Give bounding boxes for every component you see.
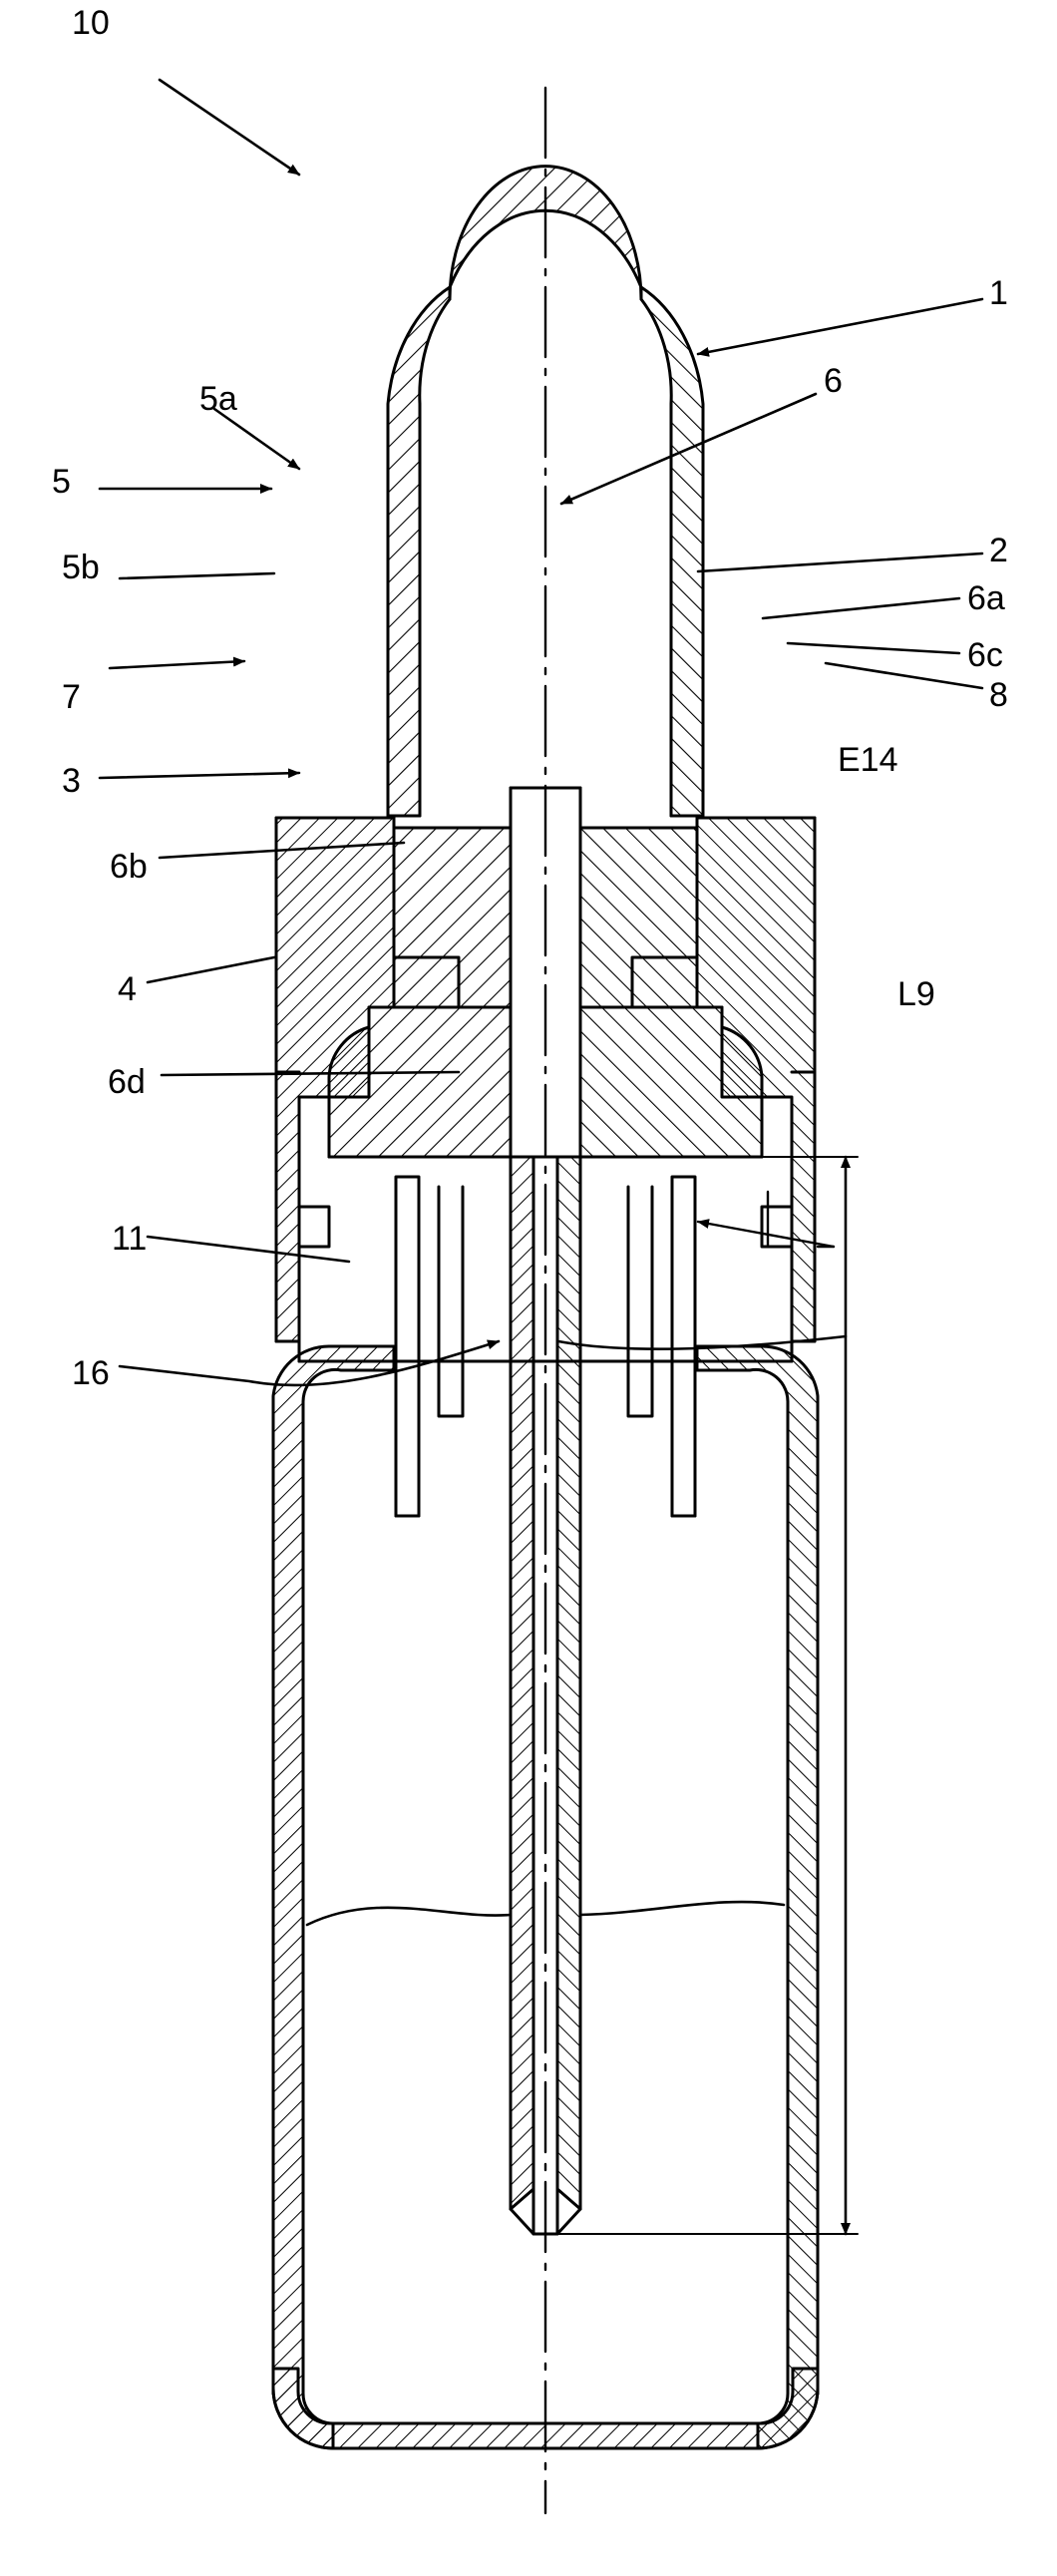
label-E14: E14	[838, 741, 898, 779]
label-16: 16	[72, 1354, 110, 1392]
label-3: 3	[62, 762, 81, 800]
label-5b: 5b	[62, 549, 100, 586]
label-10: 10	[72, 4, 110, 42]
leader-lines	[100, 80, 982, 1385]
label-4: 4	[118, 970, 137, 1008]
label-11: 11	[112, 1220, 148, 1258]
label-6c: 6c	[967, 636, 1003, 674]
label-8: 8	[989, 676, 1008, 714]
label-6a: 6a	[967, 579, 1005, 617]
label-6: 6	[824, 362, 843, 400]
label-L9: L9	[897, 975, 935, 1013]
label-1: 1	[989, 274, 1008, 312]
label-6d: 6d	[108, 1063, 146, 1101]
label-6b: 6b	[110, 848, 148, 886]
label-7: 7	[62, 678, 81, 716]
label-5: 5	[52, 463, 71, 501]
label-5a: 5a	[199, 380, 237, 418]
label-2: 2	[989, 532, 1008, 569]
